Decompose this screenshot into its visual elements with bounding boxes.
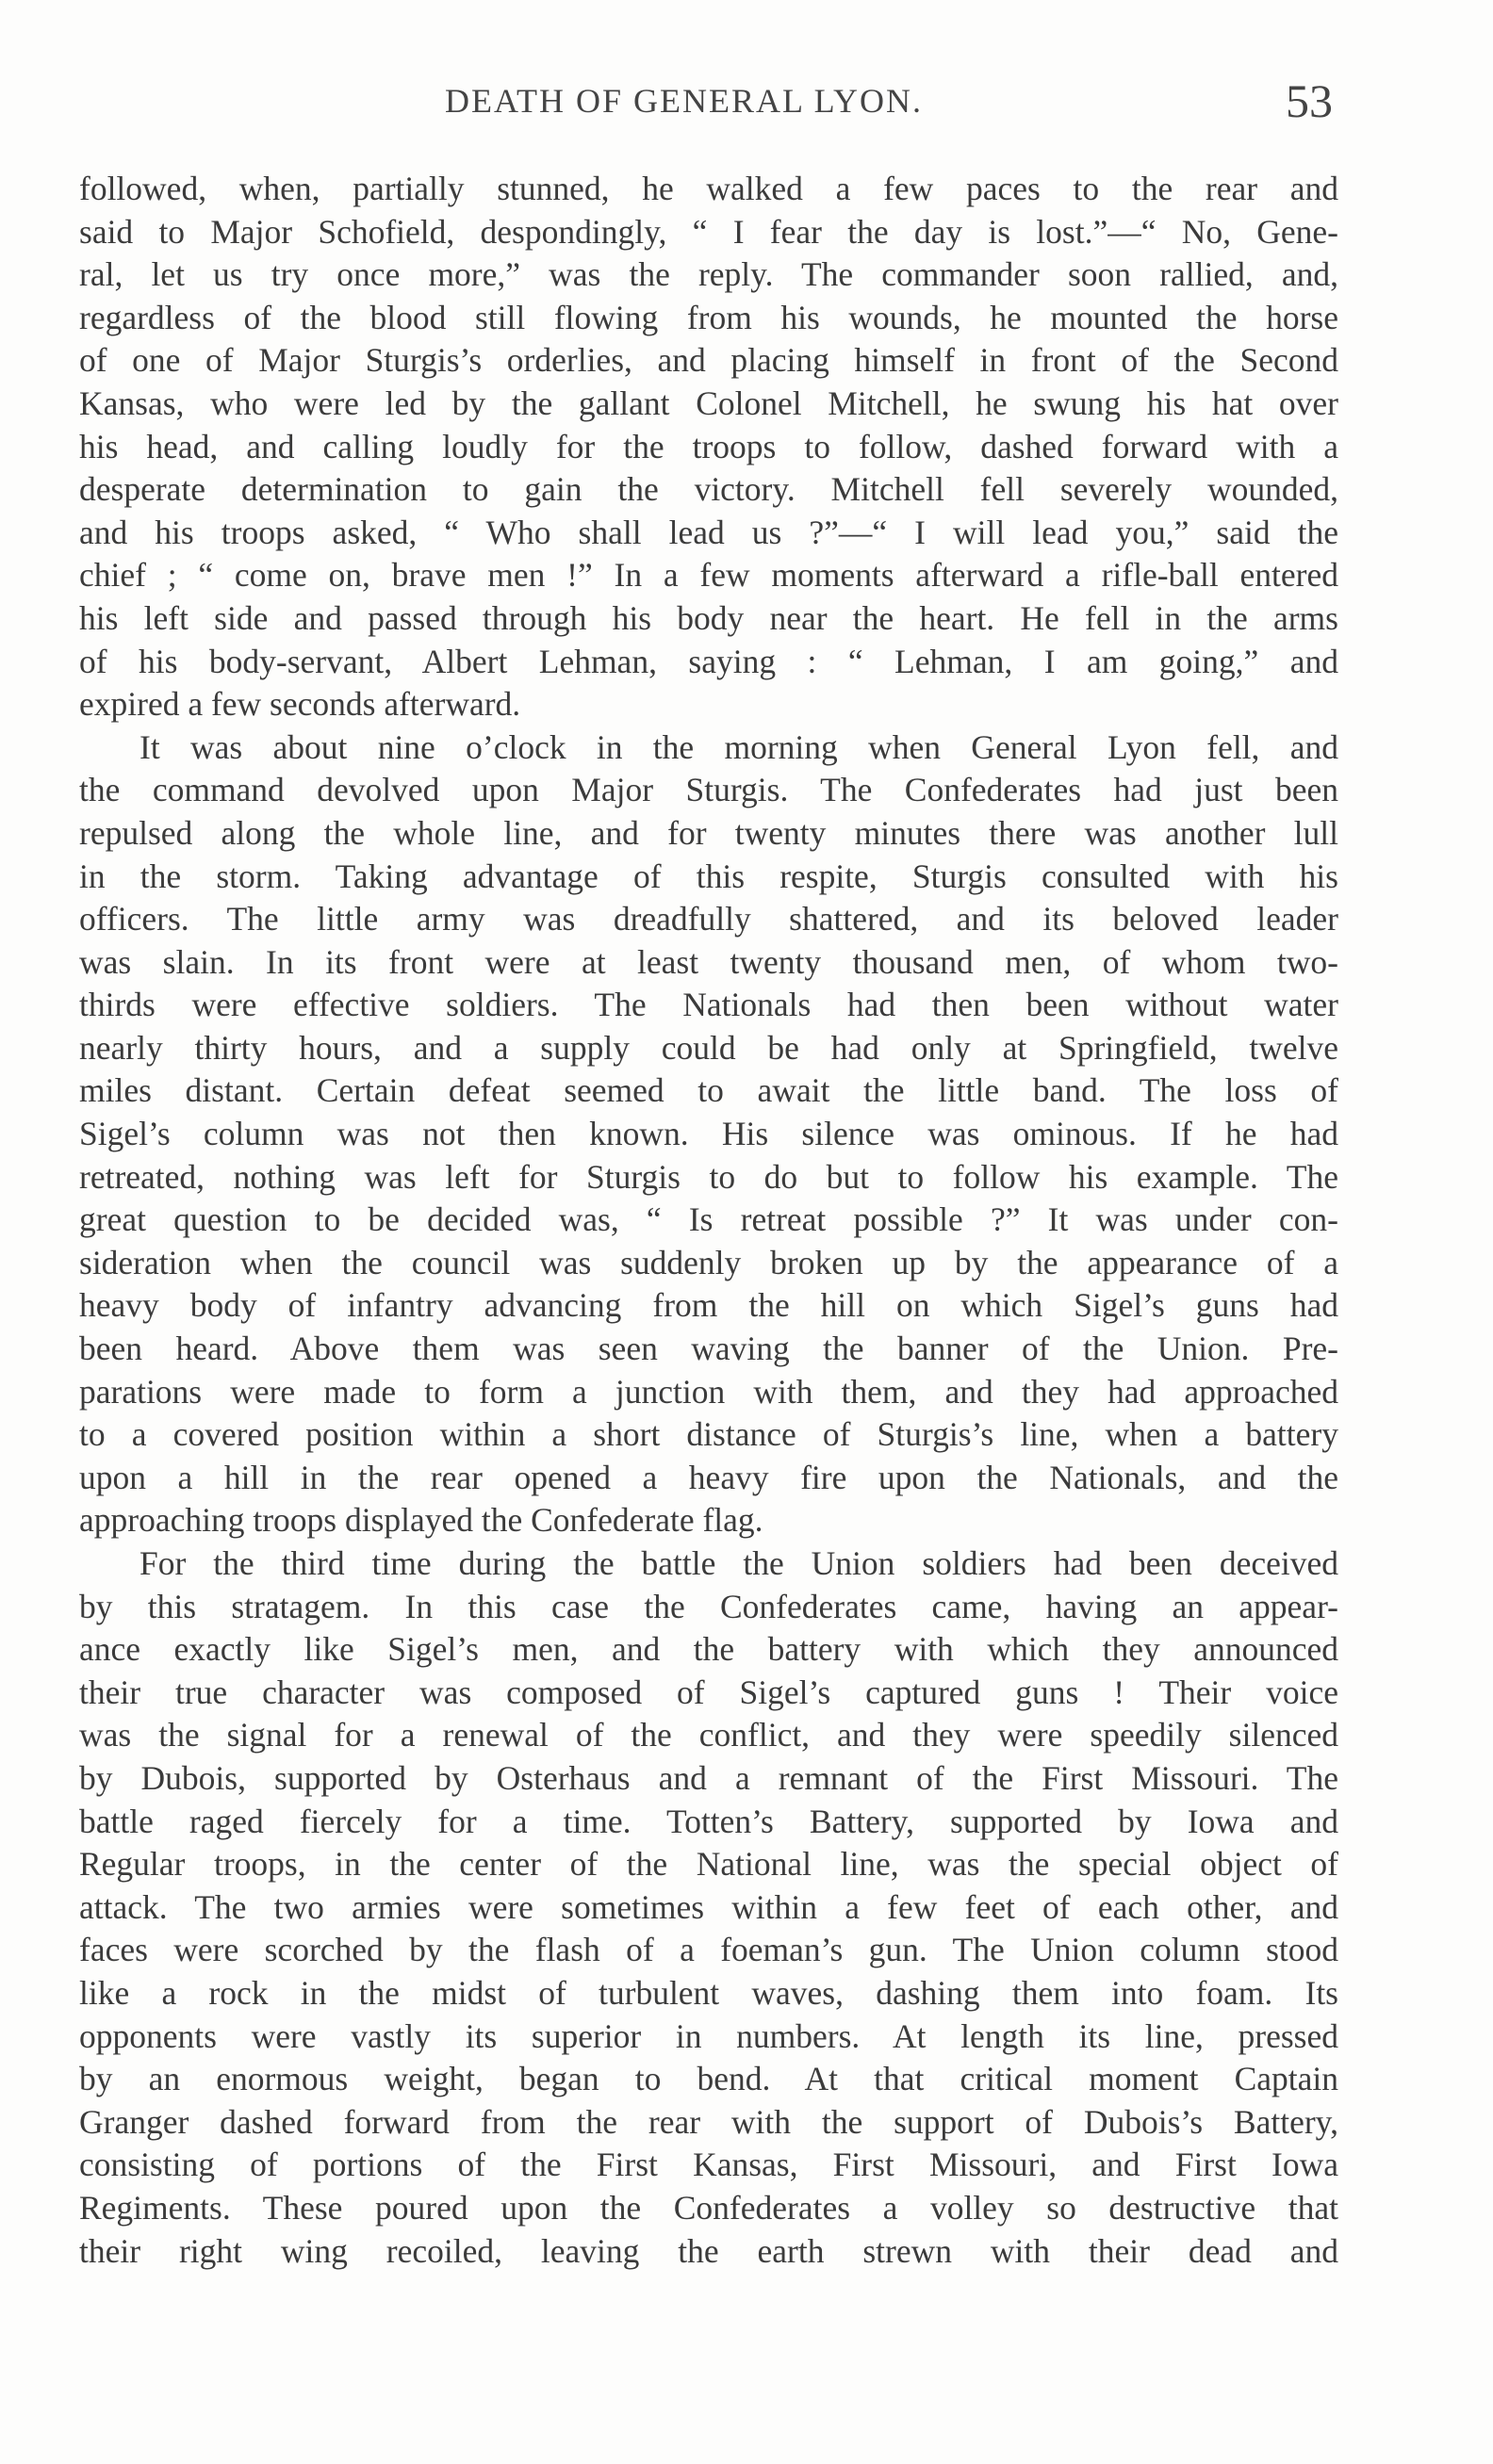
text-line: repulsed along the whole line, and for twenty minutes there was another lull [79, 813, 1338, 852]
text-line: consisting of portions of the First Kansas, First Missouri, and First Iowa [79, 2146, 1338, 2184]
text-line: sideration when the council was suddenly broken up by the appearance of a [79, 1243, 1338, 1281]
text-line: his head, and calling loudly for the troops to follow, dashed forward with a [79, 427, 1338, 465]
text-line: nearly thirty hours, and a supply could be had only at Springfield, twelve [79, 1028, 1338, 1067]
text-line: officers. The little army was dreadfully shattered, and its beloved leader [79, 900, 1338, 938]
text-line: upon a hill in the rear opened a heavy fire upon the Nationals, and the [79, 1458, 1338, 1496]
text-line: Regiments. These poured upon the Confederates a volley so destructive that [79, 2188, 1338, 2227]
text-line: ance exactly like Sigel’s men, and the battery with which they announced [79, 1630, 1338, 1669]
text-line: regardless of the blood still flowing from his wounds, he mounted the horse [79, 298, 1338, 336]
text-line: was the signal for a renewal of the conflict, and they were speedily silenced [79, 1716, 1338, 1754]
text-line: faces were scorched by the flash of a foeman’s gun. The Union column stood [79, 1931, 1338, 1969]
text-line: by Dubois, supported by Osterhaus and a remnant of the First Missouri. The [79, 1758, 1338, 1797]
text-line: desperate determination to gain the victory. Mitchell fell severely wounded, [79, 470, 1338, 509]
text-line: Sigel’s column was not then known. His silence was ominous. If he had [79, 1115, 1338, 1153]
text-line: and his troops asked, “ Who shall lead us ?”—“ I will lead you,” said the [79, 513, 1338, 551]
text-line: by this stratagem. In this case the Confederates came, having an appear- [79, 1587, 1338, 1625]
text-line: to a covered position within a short distance of Sturgis’s line, when a battery [79, 1415, 1338, 1454]
text-line: miles distant. Certain defeat seemed to await the little band. The loss of [79, 1071, 1338, 1110]
text-line: chief ; “ come on, brave men !” In a few moments afterward a rifle-ball entered [79, 556, 1338, 595]
text-line: retreated, nothing was left for Sturgis to do but to follow his example. The [79, 1157, 1338, 1196]
text-line: the command devolved upon Major Sturgis. The Confederates had just been [79, 771, 1338, 809]
text-line: was slain. In its front were at least twenty thousand men, of whom two- [79, 942, 1338, 981]
running-title: DEATH OF GENERAL LYON. [445, 82, 924, 120]
text-line: of one of Major Sturgis’s orderlies, and placing himself in front of the Second [79, 341, 1338, 380]
text-line: approaching troops displayed the Confederate flag. [79, 1501, 763, 1540]
running-head [79, 73, 1333, 130]
text-line: attack. The two armies were sometimes within a few feet of each other, and [79, 1887, 1338, 1926]
text-line: parations were made to form a junction with them, and they had approached [79, 1372, 1338, 1411]
text-line: expired a few seconds afterward. [79, 685, 521, 724]
text-line: of his body-servant, Albert Lehman, saying : “ Lehman, I am going,” and [79, 642, 1338, 680]
text-line: great question to be decided was, “ Is retreat possible ?” It was under con- [79, 1200, 1338, 1239]
body-text [79, 168, 1338, 2273]
text-line: thirds were effective soldiers. The Nationals had then been without water [79, 986, 1338, 1024]
text-line: in the storm. Taking advantage of this respite, Sturgis consulted with his [79, 857, 1338, 895]
text-line: by an enormous weight, began to bend. At that critical moment Captain [79, 2060, 1338, 2098]
text-line: battle raged fiercely for a time. Totten’s Battery, supported by Iowa and [79, 1802, 1338, 1840]
text-line: like a rock in the midst of turbulent waves, dashing them into foam. Its [79, 1973, 1338, 2012]
text-line: their right wing recoiled, leaving the earth strewn with their dead and [79, 2231, 1338, 2270]
text-line: Kansas, who were led by the gallant Colonel Mitchell, he swung his hat over [79, 383, 1338, 422]
text-line: heavy body of infantry advancing from the hill on which Sigel’s guns had [79, 1286, 1338, 1325]
text-line: been heard. Above them was seen waving the banner of the Union. Pre- [79, 1330, 1338, 1368]
text-line: followed, when, partially stunned, he walked a few paces to the rear and [79, 170, 1338, 207]
text-line: It was about nine o’clock in the morning when General Lyon fell, and [139, 727, 1338, 766]
text-line: his left side and passed through his body near the heart. He fell in the arms [79, 598, 1338, 637]
text-line: Regular troops, in the center of the National line, was the special object of [79, 1845, 1338, 1884]
text-line: Granger dashed forward from the rear with the support of Dubois’s Battery, [79, 2102, 1338, 2141]
text-line: said to Major Schofield, despondingly, “ I fear the day is lost.”—“ No, Gene- [79, 212, 1338, 251]
text-line: For the third time during the battle the Union soldiers had been deceived [139, 1544, 1338, 1582]
text-line: ral, let us try once more,” was the reply. The commander soon rallied, and, [79, 255, 1338, 294]
text-line: their true character was composed of Sigel’s captured guns ! Their voice [79, 1673, 1338, 1711]
text-line: opponents were vastly its superior in numbers. At length its line, pressed [79, 2016, 1338, 2055]
page-number: 53 [1286, 74, 1333, 127]
